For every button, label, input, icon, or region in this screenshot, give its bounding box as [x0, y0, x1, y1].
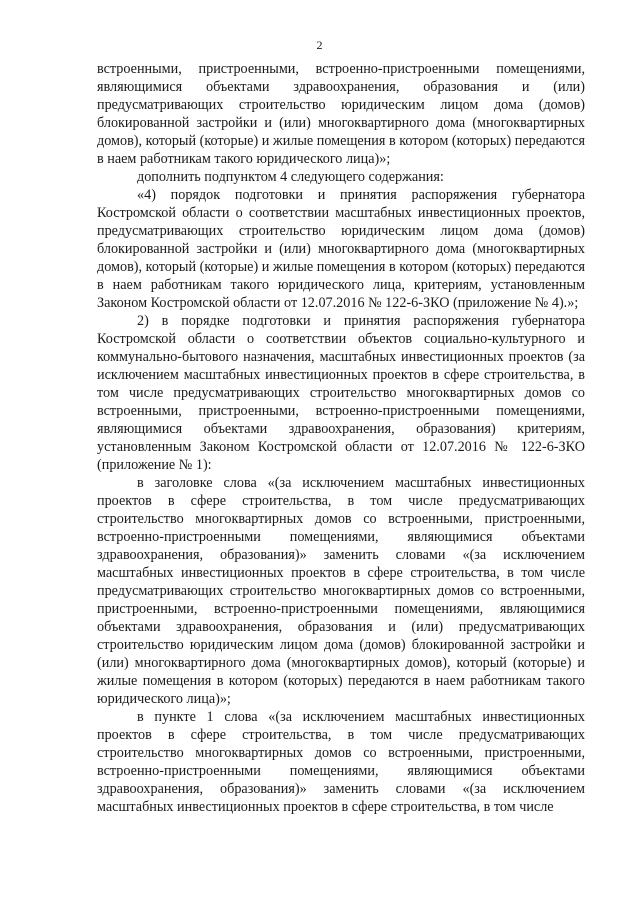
- paragraph-continuation: встроенными, пристроенными, встроенно-пристроенными помещениями, являющимися объектами здравоохранения, образования и (или) предусматривающих строительство юридическим лицом дома (домов) блокированной застройки и (или) многоквартирного дома (многоквартирных домов), который (которые) и жилые помещения в котором (которых) передаются в наем работникам такого юридического лица)»;: [97, 61, 585, 167]
- paragraph-point-1-change: в пункте 1 слова «(за исключением масштабных инвестиционных проектов в сфере строительства, в том числе предусматривающих строительство многоквартирных домов со встроенными, пристроенными, встроенно-пристроенными помещениями, являющимися объектами здравоохранения, образования)» заменить словами «(за исключением масштабных инвестиционных проектов в сфере строительства, в том числе: [97, 709, 585, 815]
- paragraph-subitem-4: «4) порядок подготовки и принятия распоряжения губернатора Костромской области о соответствии масштабных инвестиционных проектов, предусматривающих строительство юридическим лицом дома (домов) блокированной застройки и (или) многоквартирного дома (многоквартирных домов), который (которые) и жилые помещения в котором (которых) передаются в наем работникам такого юридического лица, критериям, установленным Законом Костромской области от 12.07.2016 № 122-6-ЗКО (приложение № 4).»;: [97, 187, 585, 311]
- paragraph-item-2: 2) в порядке подготовки и принятия распоряжения губернатора Костромской области о соответствии объектов социально-культурного и коммунально-бытового назначения, масштабных инвестиционных проектов (за исключением масштабных инвестиционных проектов в сфере строительства, в том числе предусматривающих строительство многоквартирных домов со встроенными, пристроенными, встроенно-пристроенными помещениями, являющимися объектами здравоохранения, образования) критериям, установленным Законом Костромской области от 12.07.2016 № 122-6-ЗКО (приложение № 1):: [97, 313, 585, 473]
- page-number: 2: [316, 38, 323, 52]
- paragraph-add-subitem: дополнить подпунктом 4 следующего содержания:: [137, 169, 444, 185]
- document-body: [97, 60, 585, 816]
- paragraph-heading-change: в заголовке слова «(за исключением масштабных инвестиционных проектов в сфере строительства, в том числе предусматривающих строительство многоквартирных домов со встроенными, пристроенными, встроенно-пристроенными помещениями, являющимися объектами здравоохранения, образования)» заменить словами «(за исключением масштабных инвестиционных проектов в сфере строительства, в том числе предусматривающих строительство многоквартирных домов со встроенными, пристроенными, встроенно-пристроенными помещениями, являющимися объектами здравоохранения, образования и (или) предусматривающих строительство юридическим лицом дома (домов) блокированной застройки и (или) многоквартирного дома (многоквартирных домов), который (которые) и жилые помещения в котором (которых) передаются в наем работникам такого юридического лица)»;: [97, 475, 585, 707]
